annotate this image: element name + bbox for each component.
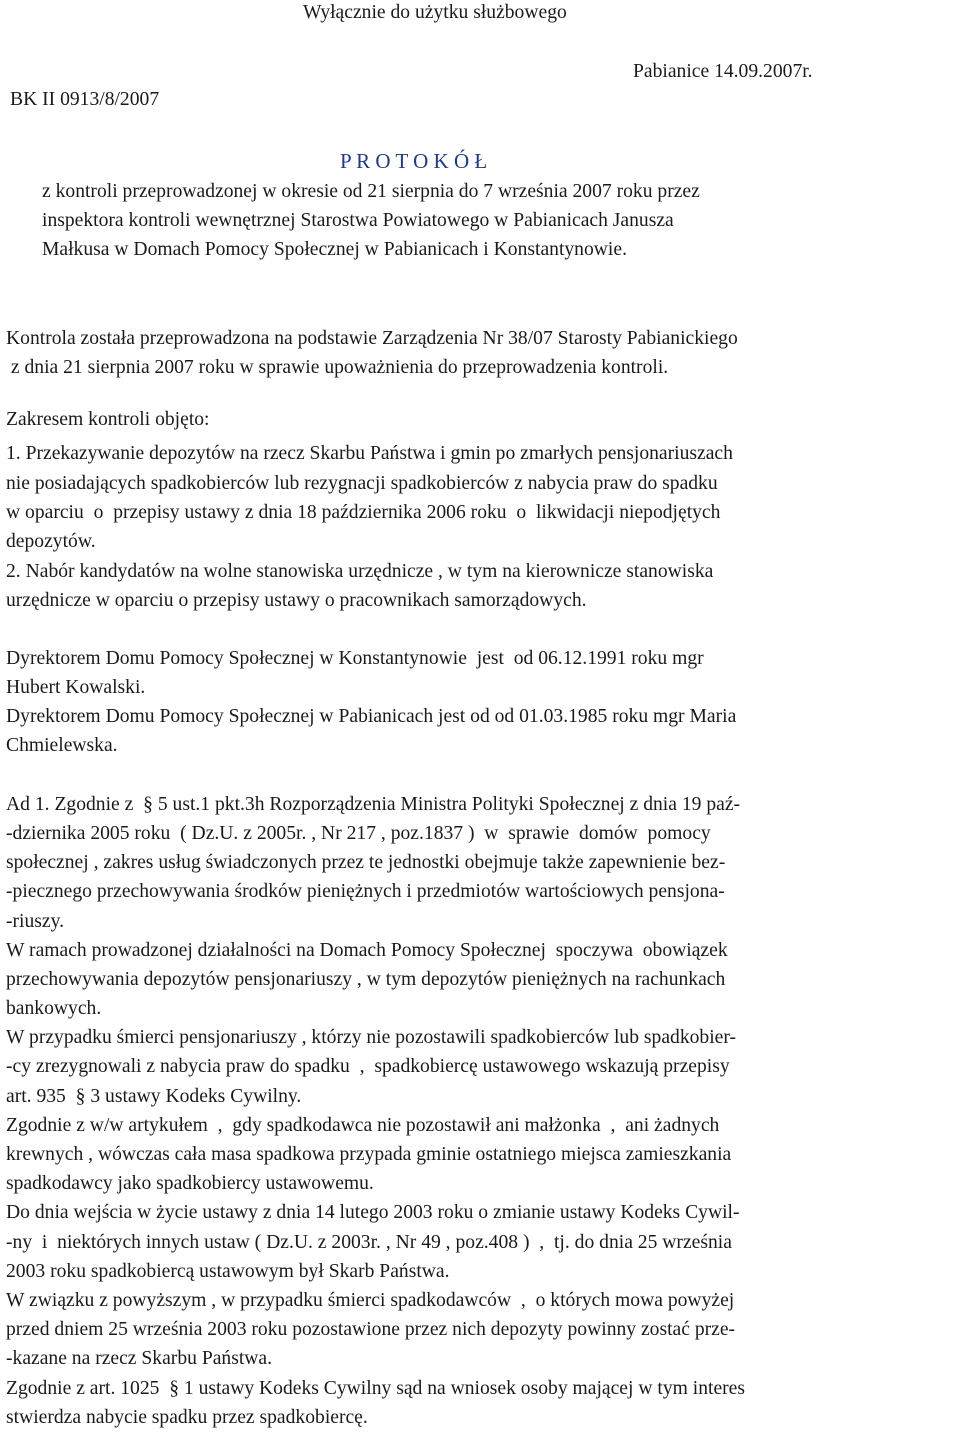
ad1-line: W związku z powyższym , w przypadku śmierci spadkodawców , o których mowa powyżej <box>6 1290 735 1311</box>
scope-line: 1. Przekazywanie depozytów na rzecz Skarbu Państwa i gmin po zmarłych pensjonariuszach <box>6 443 733 464</box>
scope-line: w oparciu o przepisy ustawy z dnia 18 października 2006 roku o likwidacji niepodjętych <box>6 502 721 523</box>
ad1-line: W przypadku śmierci pensjonariuszy , którzy nie pozostawili spadkobierców lub spadkobier- <box>6 1027 737 1048</box>
intro-line: inspektora kontroli wewnętrznej Starostwa Powiatowego w Pabianicach Janusza <box>42 210 674 231</box>
place-date: Pabianice 14.09.2007r. <box>633 61 813 82</box>
ad1-line: art. 935 § 3 ustawy Kodeks Cywilny. <box>6 1086 302 1107</box>
ad1-line: spadkodawcy jako spadkobiercy ustawowemu. <box>6 1173 374 1194</box>
ad1-line: bankowych. <box>6 998 102 1019</box>
ad1-line: społecznej , zakres usług świadczonych przez te jednostki obejmuje także zapewnienie bez- <box>6 852 726 873</box>
ad1-line: Zgodnie z art. 1025 § 1 ustawy Kodeks Cywilny sąd na wniosek osoby mającej w tym interes <box>6 1378 745 1399</box>
ad1-line: stwierdza nabycie spadku przez spadkobiercę. <box>6 1407 368 1428</box>
scope-line: urzędnicze w oparciu o przepisy ustawy o pracownikach samorządowych. <box>6 590 587 611</box>
ad1-line: 2003 roku spadkobiercą ustawowym był Skarb Państwa. <box>6 1261 450 1282</box>
ad1-line: -cy zrezygnowali z nabycia praw do spadku , spadkobiercę ustawowego wskazują przepisy <box>6 1056 730 1077</box>
basis-line: z dnia 21 sierpnia 2007 roku w sprawie upoważnienia do przeprowadzenia kontroli. <box>6 357 669 378</box>
ad1-line: Ad 1. Zgodnie z § 5 ust.1 pkt.3h Rozporządzenia Ministra Polityki Społecznej z dnia 19 paź- <box>6 794 741 815</box>
directors-line: Chmielewska. <box>6 735 118 756</box>
header-note: Wyłącznie do użytku służbowego <box>303 2 567 23</box>
scope-line: nie posiadających spadkobierców lub rezygnacji spadkobierców z nabycia praw do spadku <box>6 473 718 494</box>
ad1-line: przechowywania depozytów pensjonariuszy , w tym depozytów pieniężnych na rachunkach <box>6 969 726 990</box>
intro-line: z kontroli przeprowadzonej w okresie od 21 sierpnia do 7 września 2007 roku przez <box>42 181 700 202</box>
ad1-line: Zgodnie z w/w artykułem , gdy spadkodawca nie pozostawił ani małżonka , ani żadnych <box>6 1115 720 1136</box>
scope-line: 2. Nabór kandydatów na wolne stanowiska urzędnicze , w tym na kierownicze stanowiska <box>6 561 714 582</box>
scope-line: depozytów. <box>6 531 96 552</box>
document-title: P R O T O K Ó Ł <box>340 149 488 173</box>
ad1-line: W ramach prowadzonej działalności na Domach Pomocy Społecznej spoczywa obowiązek <box>6 940 728 961</box>
basis-line: Kontrola została przeprowadzona na podstawie Zarządzenia Nr 38/07 Starosty Pabianickiego <box>6 328 738 349</box>
ad1-line: -kazane na rzecz Skarbu Państwa. <box>6 1348 273 1369</box>
ad1-line: przed dniem 25 września 2003 roku pozostawione przez nich depozyty powinny zostać prze- <box>6 1319 736 1340</box>
ad1-line: -piecznego przechowywania środków pieniężnych i przedmiotów wartościowych pensjona- <box>6 881 725 902</box>
ad1-line: krewnych , wówczas cała masa spadkowa przypada gminie ostatniego miejsca zamieszkania <box>6 1144 732 1165</box>
ad1-line: -dziernika 2005 roku ( Dz.U. z 2005r. , Nr 217 , poz.1837 ) w sprawie domów pomocy <box>6 823 711 844</box>
directors-line: Dyrektorem Domu Pomocy Społecznej w Pabianicach jest od od 01.03.1985 roku mgr Maria <box>6 706 737 727</box>
scope-heading: Zakresem kontroli objęto: <box>6 409 210 430</box>
ad1-line: -ny i niektórych innych ustaw ( Dz.U. z 2003r. , Nr 49 , poz.408 ) , tj. do dnia 25 września <box>6 1232 732 1253</box>
directors-line: Dyrektorem Domu Pomocy Społecznej w Konstantynowie jest od 06.12.1991 roku mgr <box>6 648 704 669</box>
intro-line: Małkusa w Domach Pomocy Społecznej w Pabianicach i Konstantynowie. <box>42 239 627 260</box>
ad1-line: Do dnia wejścia w życie ustawy z dnia 14 lutego 2003 roku o zmianie ustawy Kodeks Cywil- <box>6 1202 740 1223</box>
directors-line: Hubert Kowalski. <box>6 677 146 698</box>
ad1-line: -riuszy. <box>6 911 65 932</box>
reference-number: BK II 0913/8/2007 <box>10 89 160 110</box>
